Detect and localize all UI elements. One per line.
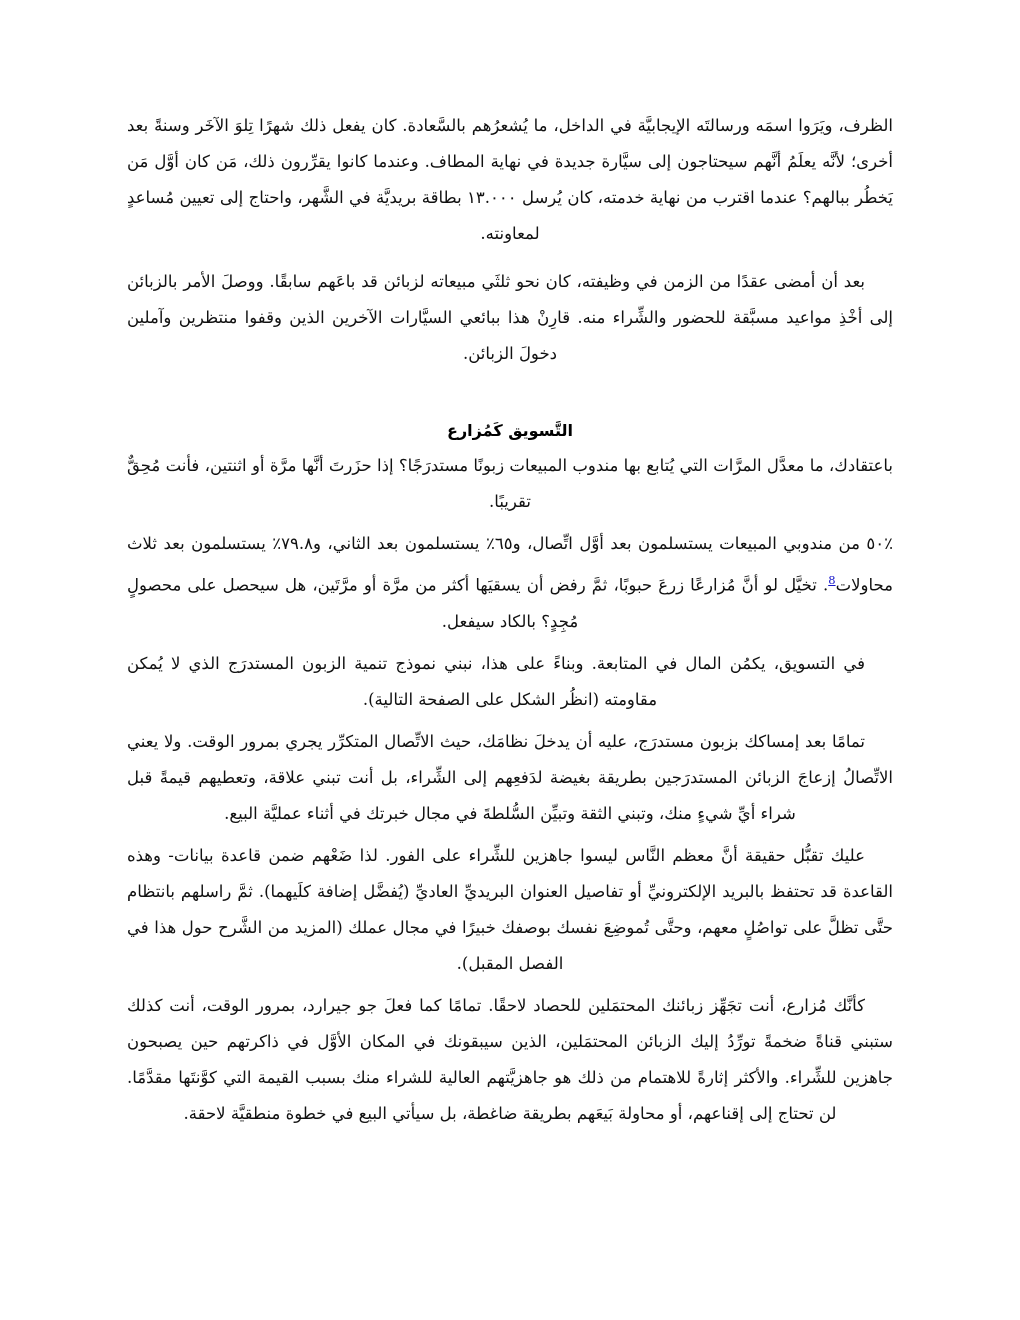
paragraph-spacer [127, 254, 893, 264]
paragraph-money-in-followup: في التسويق، يكمُن المال في المتابعة. وبناءً على هذا، نبني نموذج تنمية الزبون المستدرَج الذي لا يُمكن مقاومته (انظُر الشكل على الصفحة التالية). [127, 653, 865, 709]
stats-text-after-footnote: . تخيَّل لو أنَّ مُزارعًا زرعَ حبوبًا، ثمَّ رفض أن يسقيَها أكثر من مرَّة أو مرَّتَين، هل سيحصل على محصولٍ مُجِدٍ؟ بالكاد سيفعل. [127, 575, 829, 631]
section-heading-marketing-as-farmer: التَّسويق كَمُزارع [447, 421, 573, 440]
paragraph-harvest: كأنَّك مُزارع، أنت تجَهِّز زبائنك المحتمَلين للحصاد لاحقًا. تمامًا كما فعلَ جو جيرارد، بمرور الوقت، أنت كذلك ستبني قناةً ضخمةً تورِّدُ إليك الزبائن المحتمَلين، الذين سيبقونك في المكان الأوَّل في ذاكرتهم حين يصبحون جاهزين للشِّراء. والأكثر إثارةً للاهتمام من ذلك هو جاهزيَّتهم العالية للشراء منك بسبب القيمة التي كوَّنتَها مقدَّمًا. لن تحتاج إلى إقناعهم، أو محاولة بَيعَهم بطريقة ضاغطة، بل سيأتي البيع في خطوة منطقيَّة لاحقة. [127, 995, 893, 1123]
page-content [127, 108, 893, 1132]
paragraph-followup-question: باعتقادك، ما معدَّل المرَّات التي يُتابع بها مندوب المبيعات زبونًا مستدرَجًا؟ إذا حزَرتَ أنَّها مرَّة أو اثنتين، فأنت مُحِقٌّ تقريبًا. [127, 456, 893, 511]
paragraph-lead-nurturing: تمامًا بعد إمساكك بزبون مستدرَج، عليه أن يدخلَ نظامَك، حيث الاتِّصال المتكرِّر يجري بمرور الوقت. ولا يعني الاتِّصالُ إزعاجَ الزبائن المستدرَجين بطريقة بغيضة لدَفعِهم إلى الشِّراء، بل أنت تبني علاقة، وتعطيهم قيمةً قبل شراء أيِّ شيءٍ منك، وتبني الثقة وتبيِّن السُّلطةَ في مجال خبرتك في أثناء عمليَّة البيع. [127, 731, 893, 823]
paragraph-statistics [127, 526, 893, 640]
stats-text-before-footnote: ٪٥٠ من مندوبي المبيعات يستسلمون بعد أوَّل اتِّصال، و٦٥٪ يستسلمون بعد الثاني، و٧٩.٨٪ يستسلمون بعد ثلاث محاولات [127, 534, 894, 595]
paragraph-opening: الظرف، ويَرَوا اسمَه ورسالتَه الإيجابيَّة في الداخل، ما يُشعرُهم بالسَّعادة. كان يفعل ذلك شهرًا تِلوَ الآخَر وسنةً بعد أخرى؛ لأنَّه يعلَمُ أنَّهم سيحتاجون إلى سيَّارة جديدة في نهاية المطاف. وعندما كانوا يقرِّرون ذلك، مَن كان أوَّل مَن يَخطُر ببالهم؟ عندما اقترب من نهاية خدمته، كان يُرسل ١٣.٠٠٠ بطاقة بريديَّة في الشَّهر، واحتاج إلى تعيين مُساعدٍ لمعاونته. [127, 116, 893, 243]
paragraph-decade-in-job: بعد أن أمضى عقدًا من الزمن في وظيفته، كان نحو ثلثَي مبيعاته لزبائن قد باعَهم سابقًا. ووصلَ الأمر بالزبائن إلى أخْذِ مواعيد مسبَّقة للحضور والشِّراء منه. قارِنْ هذا ببائعي السيَّارات الآخرين الذين وقفوا منتظرين وآملين دخولَ الزبائن. [127, 272, 893, 363]
paragraph-database: عليك تقبُّل حقيقة أنَّ معظم النَّاس ليسوا جاهزين للشِّراء على الفور. لذا ضَعْهم ضمن قاعدة بيانات- وهذه القاعدة قد تحتفظ بالبريد الإلكترونيِّ أو تفاصيل العنوان البريديِّ العاديِّ (يُفضَّل إضافة كلَيهما). ثمَّ راسلهم بانتظام حتَّى تظلَّ على تواصُلٍ معهم، وحتَّى تُموضِعَ نفسك بوصفك خبيرًا في مجال عملك (المزيد من الشَّرح حول هذا في الفصل المقبل). [127, 845, 893, 973]
section-spacer [127, 374, 893, 418]
footnote-reference-8[interactable]: 8 [828, 573, 836, 587]
